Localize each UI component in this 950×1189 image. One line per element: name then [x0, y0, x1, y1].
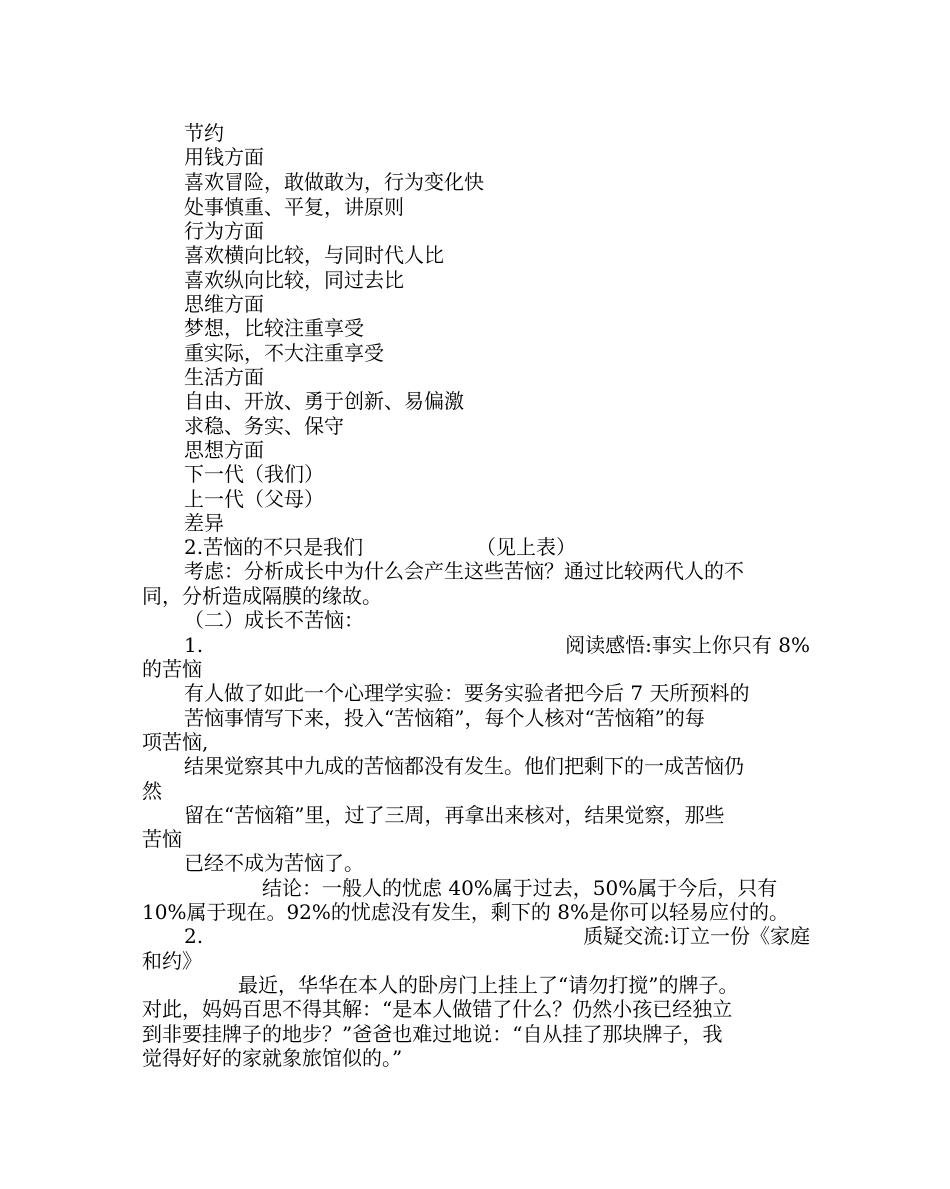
- story-line: 觉得好好的家就象旅馆似的。”: [142, 1046, 403, 1070]
- item-2-title: 质疑交流:订立一份《家庭: [583, 924, 810, 948]
- experiment-line: 项苦恼,: [142, 730, 209, 754]
- item-2-number: 2.: [184, 924, 204, 948]
- item-1-title-wrap: 的苦恼: [142, 657, 202, 681]
- part-2-heading: （二）成长不苦恼：: [184, 608, 364, 632]
- table-item: 重实际，不大注重享受: [184, 341, 384, 365]
- table-item: 自由、开放、勇于创新、易偏激: [184, 389, 464, 413]
- table-item: 思维方面: [184, 292, 264, 316]
- table-item: 思想方面: [184, 438, 264, 462]
- experiment-line: 有人做了如此一个心理学实验：要务实验者把今后 7 天所预料的: [184, 681, 750, 705]
- conclusion-line: 10%属于现在。92%的忧虑没有发生，剩下的 8%是你可以轻易应付的。: [142, 900, 789, 924]
- consider-line: 同，分析造成隔膜的缘故。: [142, 584, 382, 608]
- table-item: 下一代（我们）: [184, 462, 324, 486]
- item-1-number: 1.: [184, 633, 204, 657]
- table-item: 节约: [184, 121, 224, 145]
- story-line: 最近，华华在本人的卧房门上挂上了“请勿打搅”的牌子。: [238, 973, 739, 997]
- section-2-note: （见上表）: [476, 535, 576, 559]
- conclusion-line: 结论：一般人的忧虑 40%属于过去，50%属于今后，只有: [262, 876, 778, 900]
- experiment-line: 然: [142, 779, 162, 803]
- table-item: 差异: [184, 511, 224, 535]
- experiment-line: 苦恼事情写下来，投入“苦恼箱”，每个人核对“苦恼箱”的每: [184, 706, 705, 730]
- experiment-line: 结果觉察其中九成的苦恼都没有发生。他们把剩下的一成苦恼仍: [184, 754, 744, 778]
- table-item: 处事慎重、平复，讲原则: [184, 195, 404, 219]
- experiment-line: 苦恼: [142, 827, 182, 851]
- item-2-title-wrap: 和约》: [142, 949, 202, 973]
- section-2-title: 2.苦恼的不只是我们: [184, 535, 364, 559]
- table-item: 用钱方面: [184, 145, 264, 169]
- experiment-line: 已经不成为苦恼了。: [184, 851, 364, 875]
- table-item: 梦想，比较注重享受: [184, 316, 364, 340]
- table-item: 行为方面: [184, 219, 264, 243]
- consider-line: 考虑：分析成长中为什么会产生这些苦恼？通过比较两代人的不: [184, 559, 744, 583]
- table-item: 生活方面: [184, 365, 264, 389]
- experiment-line: 留在“苦恼箱”里，过了三周，再拿出来核对，结果觉察，那些: [184, 803, 725, 827]
- table-item: 喜欢横向比较，与同时代人比: [184, 243, 444, 267]
- table-item: 喜欢冒险，敢做敢为，行为变化快: [184, 170, 484, 194]
- table-item: 求稳、务实、保守: [184, 414, 344, 438]
- table-item: 上一代（父母）: [184, 487, 324, 511]
- item-1-title: 阅读感悟:事实上你只有 8%: [565, 633, 810, 657]
- table-item: 喜欢纵向比较，同过去比: [184, 268, 404, 292]
- story-line: 到非要挂牌子的地步？”爸爸也难过地说：“自从挂了那块牌子，我: [142, 1022, 723, 1046]
- story-line: 对此，妈妈百思不得其解：“是本人做错了什么？仍然小孩已经独立: [142, 997, 733, 1021]
